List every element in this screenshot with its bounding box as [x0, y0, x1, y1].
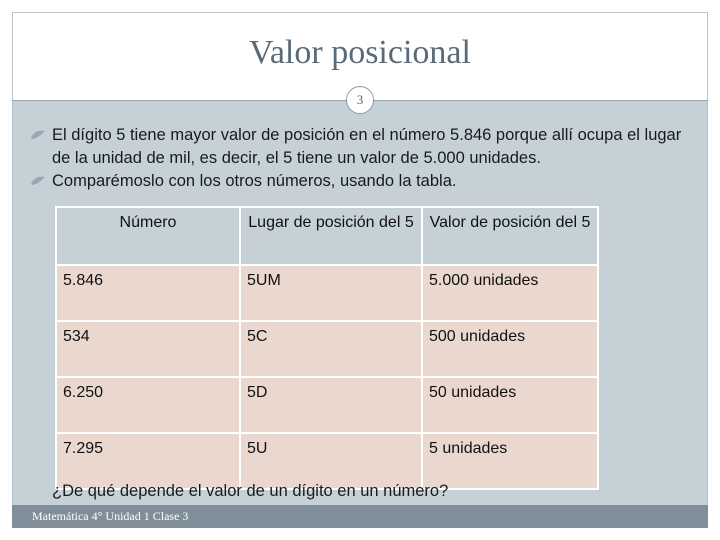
- bullet-text: Comparémoslo con los otros números, usando la tabla.: [52, 172, 457, 190]
- cell-number: 534: [56, 321, 240, 377]
- table-header-row: [56, 207, 598, 265]
- cell-value: 5.000 unidades: [422, 265, 598, 321]
- cell-number: 6.250: [56, 377, 240, 433]
- column-header-place: Lugar de posición del 5: [240, 207, 422, 265]
- cell-value: 500 unidades: [422, 321, 598, 377]
- cell-value: 50 unidades: [422, 377, 598, 433]
- slide-number: 3: [346, 86, 374, 114]
- cell-place: 5C: [240, 321, 422, 377]
- bullet-item: [30, 170, 690, 193]
- cell-place: 5U: [240, 433, 422, 489]
- cell-number: 7.295: [56, 433, 240, 489]
- question-text: ¿De qué depende el valor de un dígito en un número?: [52, 482, 449, 500]
- bullet-list: [30, 124, 690, 193]
- leaf-bullet-icon: [30, 129, 46, 141]
- table-row: [56, 377, 598, 433]
- column-header-number: Número: [56, 207, 240, 265]
- footer-text: Matemática 4° Unidad 1 Clase 3: [32, 509, 189, 523]
- cell-number: 5.846: [56, 265, 240, 321]
- footer-bar: [12, 505, 708, 528]
- slide-title: Valor posicional: [249, 34, 471, 71]
- leaf-bullet-icon: [30, 175, 46, 187]
- table-row: [56, 433, 598, 489]
- cell-value: 5 unidades: [422, 433, 598, 489]
- table-row: [56, 321, 598, 377]
- place-value-table: [55, 206, 599, 490]
- column-header-value: Valor de posición del 5: [422, 207, 598, 265]
- cell-place: 5D: [240, 377, 422, 433]
- bullet-text: El dígito 5 tiene mayor valor de posición en el número 5.846 porque allí ocupa el lugar de la unidad de mil, es decir, el 5 tiene un valor de 5.000 unidades.: [52, 126, 682, 167]
- bullet-item: [30, 124, 690, 170]
- table-row: [56, 265, 598, 321]
- cell-place: 5UM: [240, 265, 422, 321]
